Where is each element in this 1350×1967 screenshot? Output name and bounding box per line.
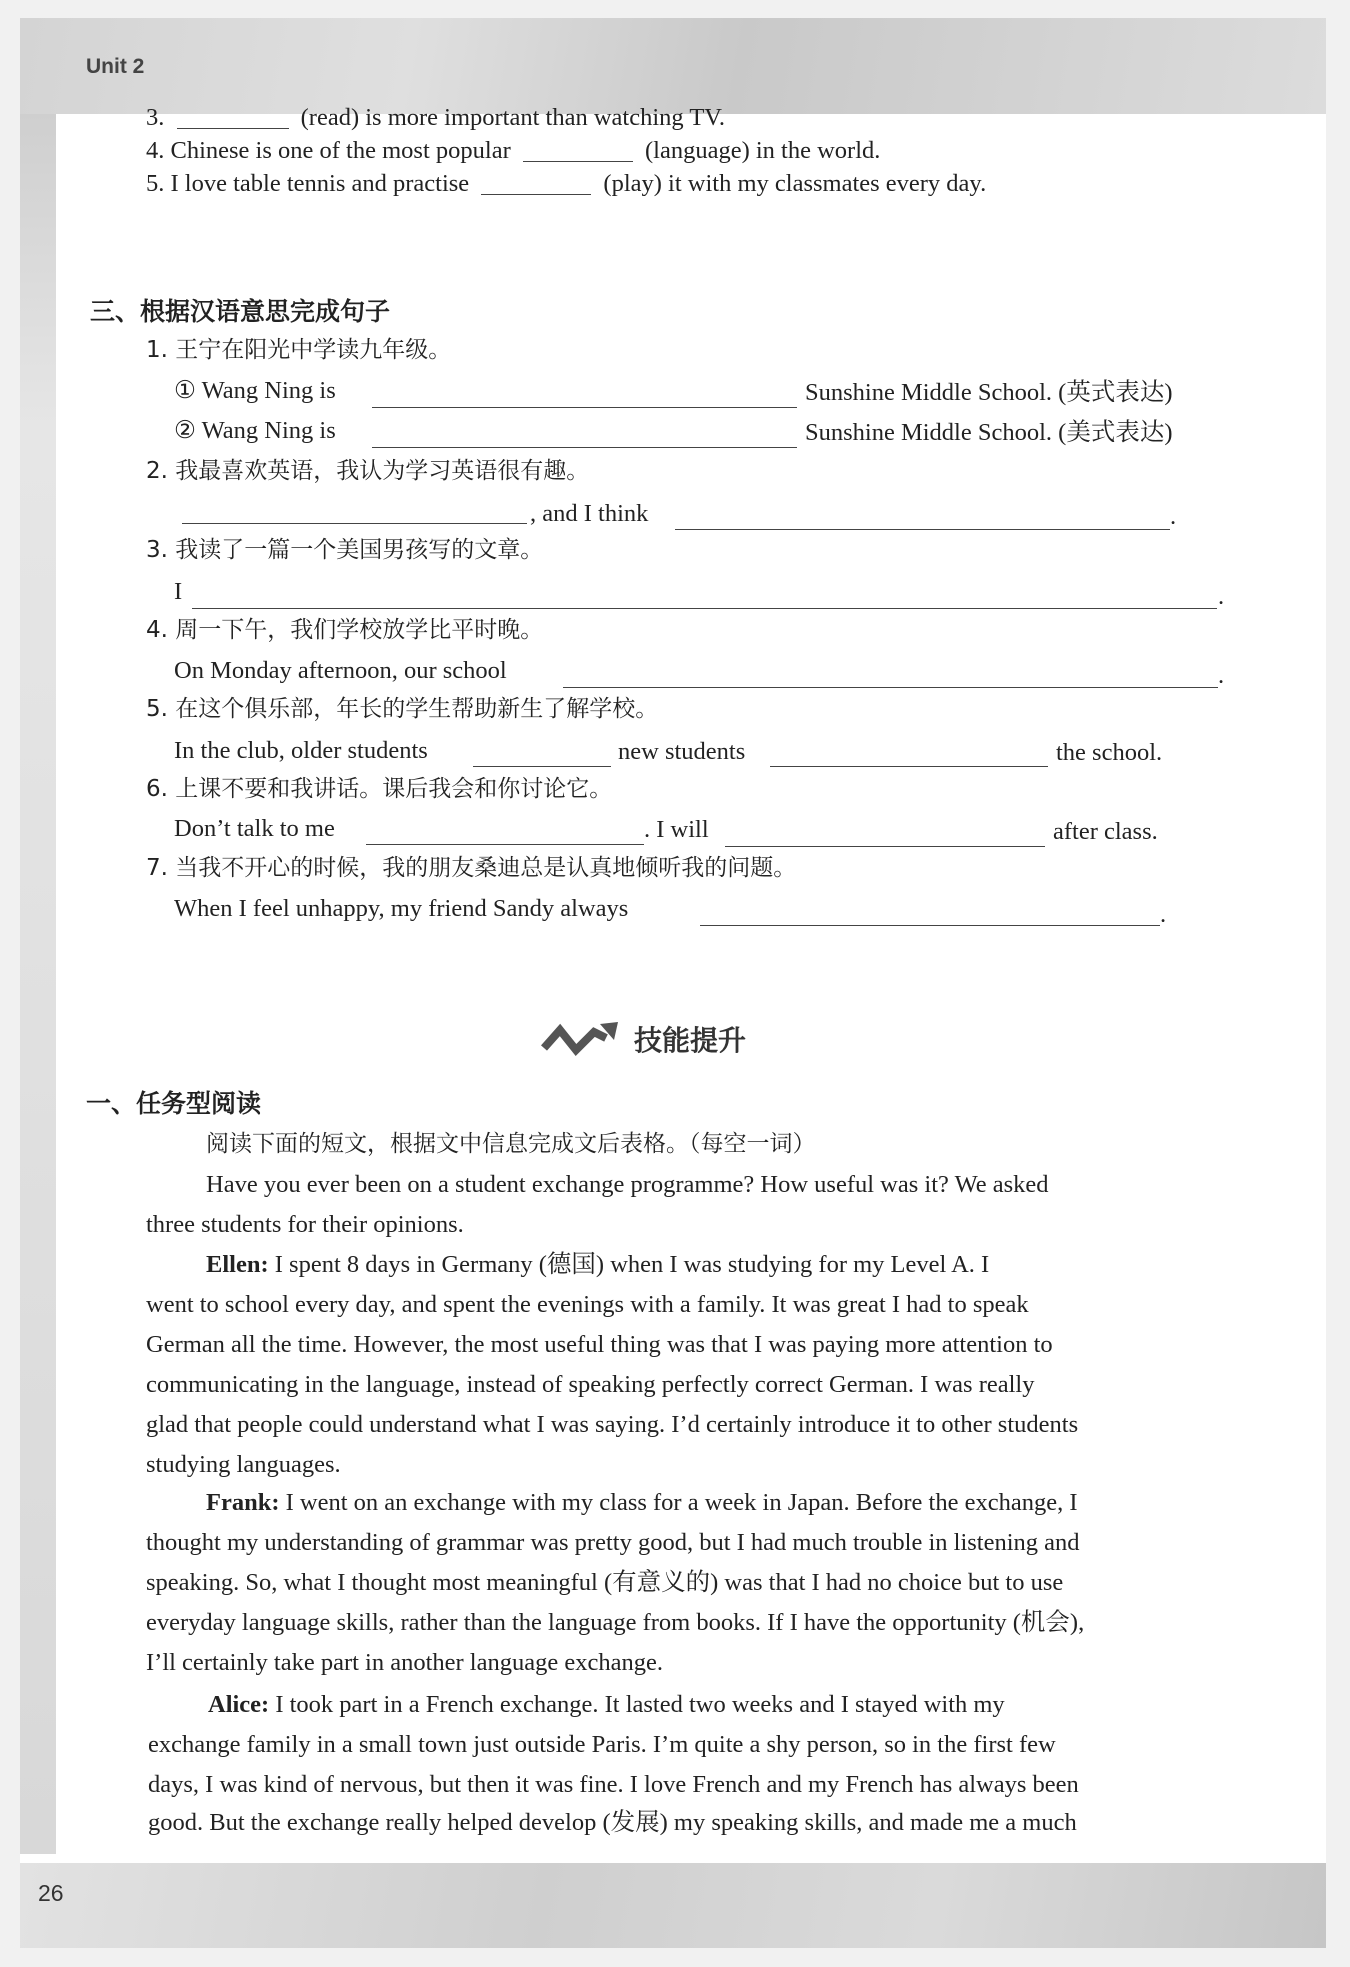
item-text: Chinese is one of the most popular: [170, 137, 511, 164]
q6-blank-1[interactable]: [366, 824, 644, 845]
exercise2-item-4: [146, 139, 880, 164]
sentence-text: ② Wang Ning is: [174, 417, 336, 444]
q6-blank-2[interactable]: [725, 826, 1045, 847]
q4-blank[interactable]: [563, 667, 1218, 688]
section1-title: 一、任务型阅读: [86, 1089, 262, 1118]
item-text: I love table tennis and practise: [170, 170, 470, 197]
paragraph-text: I took part in a French exchange. It lasted two weeks and I stayed with my: [269, 1691, 1005, 1718]
q3-end: .: [1218, 583, 1225, 610]
speaker-name: Frank:: [206, 1489, 280, 1516]
frank-line: I’ll certainly take part in another language exchange.: [146, 1649, 663, 1676]
item-text: (read) is more important than watching TV.: [300, 104, 725, 131]
q1-a-blank[interactable]: [372, 387, 797, 408]
skills-banner: [540, 1018, 746, 1060]
speaker-name: Ellen:: [206, 1251, 269, 1278]
q4-chinese: 4. 周一下午，我们学校放学比平时晚。: [146, 617, 544, 643]
frank-first-line: [206, 1491, 1078, 1516]
answer-blank[interactable]: [481, 174, 591, 195]
q1-b-end: Sunshine Middle School. (美式表达): [805, 419, 1173, 446]
q2-end: .: [1170, 503, 1177, 530]
q6-chinese: 6. 上课不要和我讲话。课后我会和你讨论它。: [146, 776, 613, 802]
q3-start: I: [174, 578, 183, 605]
banner-title: 技能提升: [634, 1024, 747, 1057]
frank-line: speaking. So, what I thought most meaningful (有意义的) was that I had no choice but to use: [146, 1569, 1064, 1596]
q7-chinese: 7. 当我不开心的时候，我的朋友桑迪总是认真地倾听我的问题。: [146, 855, 797, 881]
alice-line: days, I was kind of nervous, but then it was fine. I love French and my French has always been: [148, 1771, 1079, 1798]
item-number: 3.: [146, 104, 165, 131]
intro-line: three students for their opinions.: [146, 1211, 464, 1238]
intro-line: Have you ever been on a student exchange programme? How useful was it? We asked: [206, 1171, 1049, 1198]
page-number: 26: [38, 1880, 64, 1906]
q2-blank-2[interactable]: [675, 509, 1170, 530]
q4-start: On Monday afternoon, our school: [174, 657, 507, 684]
alice-line: exchange family in a small town just outside Paris. I’m quite a shy person, so in the first few: [148, 1731, 1056, 1758]
q1-chinese: 1. 王宁在阳光中学读九年级。: [146, 337, 452, 363]
ellen-line: studying languages.: [146, 1451, 341, 1478]
section3-title: 三、根据汉语意思完成句子: [90, 297, 391, 326]
q5-start: In the club, older students: [174, 737, 428, 764]
item-text: (play) it with my classmates every day.: [603, 170, 987, 197]
item-number: 4.: [146, 137, 165, 164]
ellen-first-line: [206, 1253, 989, 1278]
ellen-line: went to school every day, and spent the evenings with a family. It was great I had to speak: [146, 1291, 1029, 1318]
answer-blank[interactable]: [523, 141, 633, 162]
alice-first-line: [208, 1693, 1005, 1718]
ellen-line: communicating in the language, instead of speaking perfectly correct German. I was really: [146, 1371, 1035, 1398]
item-number: 5.: [146, 170, 165, 197]
reading-instruction: 阅读下面的短文，根据文中信息完成文后表格。（每空一词）: [206, 1131, 816, 1157]
q1-a: [174, 379, 336, 404]
q2-chinese: 2. 我最喜欢英语，我认为学习英语很有趣。: [146, 458, 590, 484]
q4-end: .: [1218, 662, 1225, 689]
q6-mid: . I will: [644, 816, 709, 843]
q5-blank-2[interactable]: [770, 746, 1048, 767]
exercise2-item-3: [146, 106, 725, 131]
footer-band: [20, 1863, 1326, 1948]
ellen-line: glad that people could understand what I was saying. I’d certainly introduce it to other students: [146, 1411, 1079, 1438]
q2-blank-1[interactable]: [182, 503, 527, 524]
q6-start: Don’t talk to me: [174, 815, 335, 842]
q7-blank[interactable]: [700, 905, 1160, 926]
q5-blank-1[interactable]: [473, 746, 611, 767]
exercise2-item-5: [146, 172, 986, 197]
q1-b: [174, 419, 336, 444]
q7-end: .: [1160, 901, 1167, 928]
unit-label: Unit 2: [86, 55, 145, 78]
q2-mid: , and I think: [530, 500, 649, 527]
speaker-name: Alice:: [208, 1691, 270, 1718]
zigzag-arrow-icon: [540, 1018, 620, 1060]
frank-line: everyday language skills, rather than the language from books. If I have the opportunity (机会),: [146, 1609, 1085, 1636]
sentence-text: ① Wang Ning is: [174, 377, 336, 404]
q5-chinese: 5. 在这个俱乐部，年长的学生帮助新生了解学校。: [146, 696, 659, 722]
q5-end: the school.: [1056, 739, 1163, 766]
q5-mid: new students: [618, 738, 746, 765]
q1-a-end: Sunshine Middle School. (英式表达): [805, 379, 1173, 406]
paragraph-text: I went on an exchange with my class for a week in Japan. Before the exchange, I: [279, 1489, 1078, 1516]
ellen-line: German all the time. However, the most useful thing was that I was paying more attention to: [146, 1331, 1053, 1358]
frank-line: thought my understanding of grammar was pretty good, but I had much trouble in listening and: [146, 1529, 1080, 1556]
left-margin-band: [20, 114, 56, 1854]
q6-end: after class.: [1053, 818, 1158, 845]
header-band: [20, 18, 1326, 114]
q3-chinese: 3. 我读了一篇一个美国男孩写的文章。: [146, 537, 544, 563]
q7-start: When I feel unhappy, my friend Sandy always: [174, 895, 629, 922]
q1-b-blank[interactable]: [372, 427, 797, 448]
answer-blank[interactable]: [177, 108, 289, 129]
q3-blank[interactable]: [192, 588, 1217, 609]
alice-line: good. But the exchange really helped develop (发展) my speaking skills, and made me a much: [148, 1809, 1077, 1836]
paragraph-text: I spent 8 days in Germany (德国) when I was studying for my Level A. I: [268, 1251, 990, 1278]
item-text: (language) in the world.: [644, 137, 881, 164]
